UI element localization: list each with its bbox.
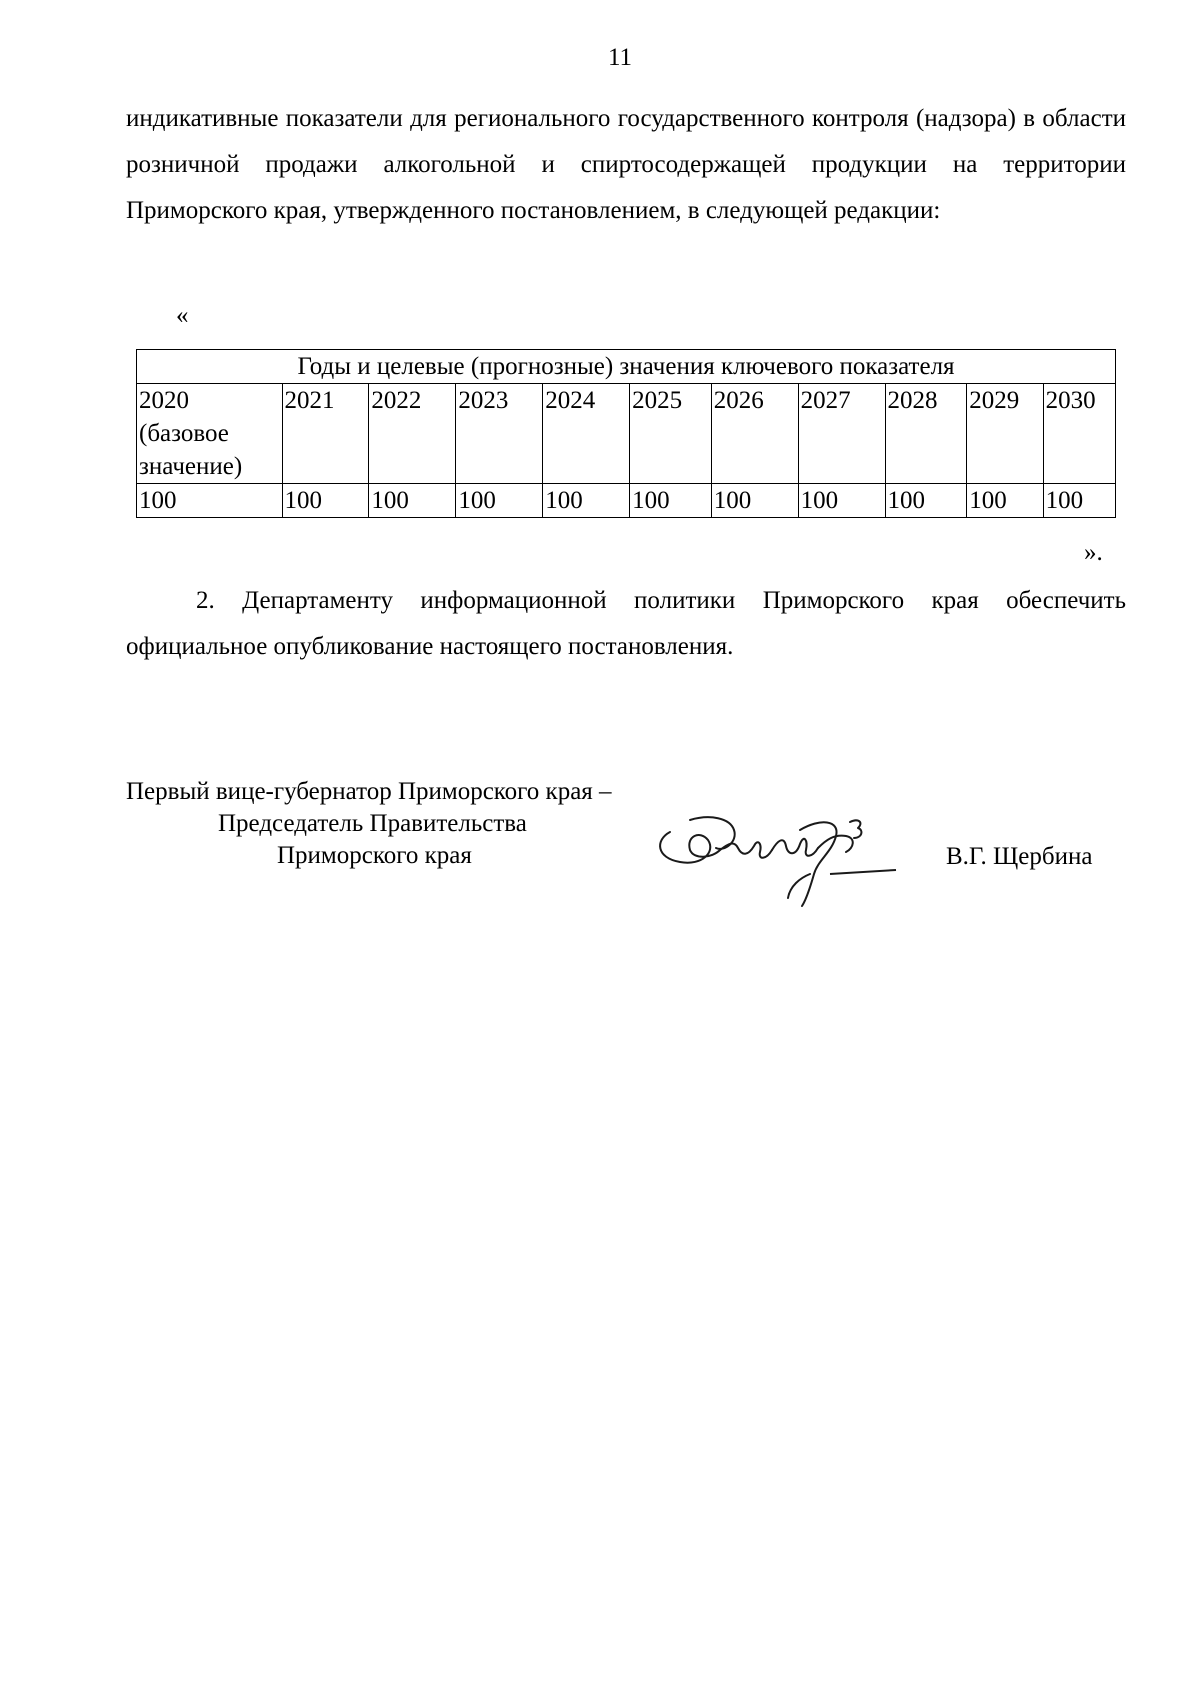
table-header: Годы и целевые (прогнозные) значения ключевого показателя bbox=[137, 350, 1116, 384]
value-cell: 100 bbox=[630, 484, 712, 518]
year-cell: 2025 bbox=[630, 384, 712, 484]
table-values-row bbox=[137, 484, 1116, 518]
year-cell: 2026 bbox=[711, 384, 798, 484]
value-cell: 100 bbox=[282, 484, 369, 518]
value-cell: 100 bbox=[369, 484, 456, 518]
value-cell: 100 bbox=[543, 484, 630, 518]
year-cell: 2023 bbox=[456, 384, 543, 484]
item2-paragraph: 2. Департаменту информационной политики Приморского края обеспечить официальное опубликование настоящего постановления. bbox=[126, 587, 1126, 660]
year-cell: 2029 bbox=[967, 384, 1043, 484]
signatory-name: В.Г. Щербина bbox=[946, 843, 1093, 870]
value-cell: 100 bbox=[1043, 484, 1115, 518]
value-cell: 100 bbox=[456, 484, 543, 518]
year-cell: 2022 bbox=[369, 384, 456, 484]
year-cell: 2021 bbox=[282, 384, 369, 484]
table-years-row bbox=[137, 384, 1116, 484]
value-cell: 100 bbox=[798, 484, 885, 518]
year-cell: 2020 (базовое значение) bbox=[137, 384, 283, 484]
signature-title-line2: Председатель Правительства bbox=[218, 810, 527, 837]
intro-paragraph: индикативные показатели для регионального государственного контроля (надзора) в области розничной продажи алкогольной и спиртосодержащей продукции на территории Приморского края, утвержденного постановлением, в следующей редакции: bbox=[126, 105, 1126, 224]
signature-title-line3: Приморского края bbox=[277, 842, 472, 869]
quote-open-mark: « bbox=[176, 302, 189, 329]
quote-close-mark: ». bbox=[1084, 539, 1103, 566]
value-cell: 100 bbox=[967, 484, 1043, 518]
year-cell: 2028 bbox=[885, 384, 967, 484]
year-cell: 2030 bbox=[1043, 384, 1115, 484]
table-header-row bbox=[137, 350, 1116, 384]
value-cell: 100 bbox=[711, 484, 798, 518]
value-cell: 100 bbox=[137, 484, 283, 518]
year-cell: 2024 bbox=[543, 384, 630, 484]
signature-title-line1: Первый вице-губернатор Приморского края – bbox=[126, 778, 612, 805]
page-number: 11 bbox=[607, 44, 633, 71]
indicator-table bbox=[136, 349, 1116, 518]
year-cell: 2027 bbox=[798, 384, 885, 484]
handwritten-signature-icon bbox=[650, 800, 900, 910]
value-cell: 100 bbox=[885, 484, 967, 518]
